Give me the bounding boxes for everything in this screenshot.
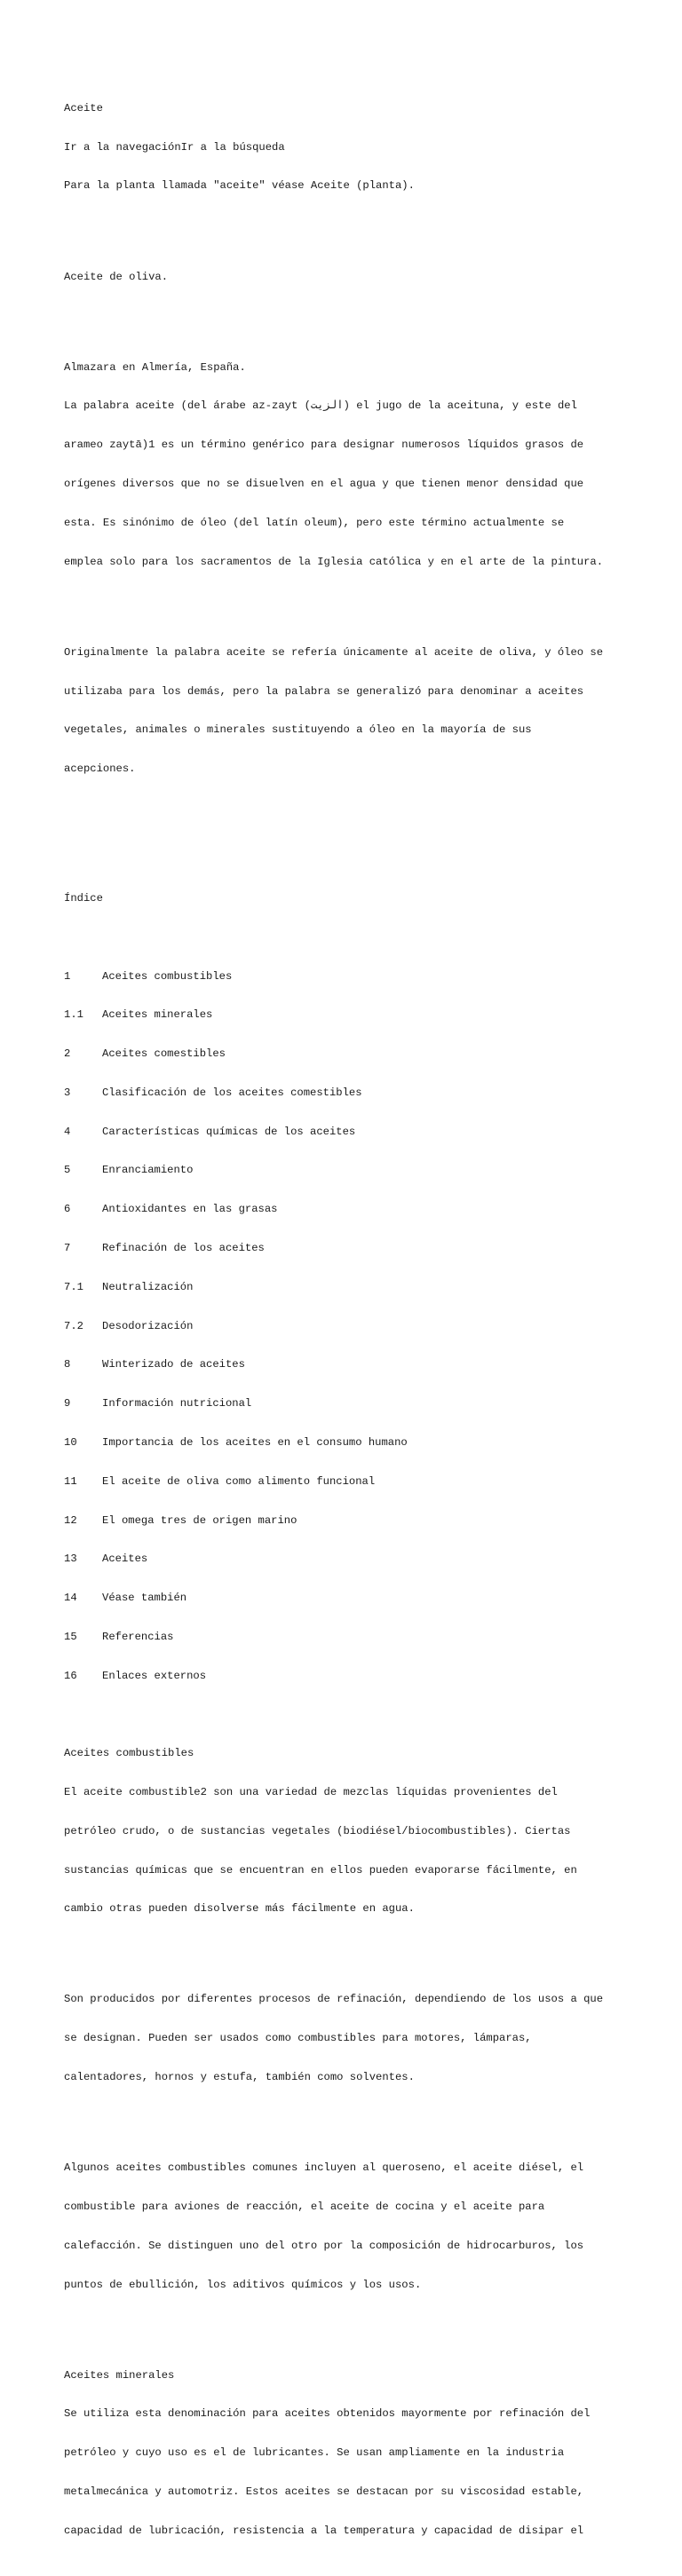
paragraph-line: combustible para aviones de reacción, el aceite de cocina y el aceite para — [64, 2200, 545, 2213]
toc-heading: Índice — [64, 892, 103, 905]
intro-line: orígenes diversos que no se disuelven en el agua y que tienen menor densidad que — [64, 478, 584, 490]
spacer — [64, 1941, 632, 1955]
toc-number: 9 — [64, 1397, 71, 1410]
image-caption: Almazara en Almería, España. — [64, 360, 246, 374]
navigation-links: Ir a la navegaciónIr a la búsqueda — [64, 140, 285, 154]
toc-number: 3 — [64, 1086, 71, 1099]
toc-number: 8 — [64, 1358, 71, 1371]
toc-number: 15 — [64, 1630, 77, 1643]
toc-number: 10 — [64, 1435, 77, 1449]
toc-number: 7.1 — [64, 1280, 83, 1293]
toc-item[interactable] — [64, 1592, 632, 1605]
toc-item[interactable] — [64, 1397, 632, 1410]
toc-item[interactable] — [64, 1203, 632, 1216]
toc-number: 11 — [64, 1474, 77, 1488]
spacer — [64, 218, 632, 232]
toc-number: 6 — [64, 1203, 71, 1216]
intro-line: La palabra aceite (del árabe az-zayt (الزيت) el jugo de la aceituna, y este del — [64, 399, 577, 413]
toc-item[interactable] — [64, 1281, 632, 1294]
table-of-contents — [64, 944, 632, 1708]
disambiguation-note: Para la planta llamada "aceite" véase Aceite (planta). — [64, 179, 415, 193]
toc-item[interactable] — [64, 1126, 632, 1139]
toc-label: Aceites — [102, 1553, 148, 1566]
paragraph-line: sustancias químicas que se encuentran en ellos pueden evaporarse fácilmente, en — [64, 1863, 577, 1877]
paragraph-line: Originalmente la palabra aceite se refería únicamente al aceite de oliva, y óleo se — [64, 645, 604, 659]
paragraph-line: calefacción. Se distinguen uno del otro por la composición de hidrocarburos, los — [64, 2239, 584, 2252]
intro-line: esta. Es sinónimo de óleo (del latín oleum), pero este término actualmente se — [64, 516, 565, 529]
paragraph-line: petróleo crudo, o de sustancias vegetales (biodiésel/biocombustibles). Ciertas — [64, 1824, 571, 1837]
toc-number: 1 — [64, 969, 71, 983]
paragraph-line: metalmecánica y automotriz. Estos aceites se destacan por su viscosidad estable, — [64, 2485, 584, 2499]
toc-label: Aceites comestibles — [102, 1047, 226, 1061]
toc-number: 1.1 — [64, 1008, 83, 1022]
paragraph-line: Son producidos por diferentes procesos de refinación, dependiendo de los usos a que — [64, 1993, 604, 2006]
toc-label: Véase también — [102, 1592, 187, 1605]
toc-label: Aceites combustibles — [102, 969, 233, 983]
toc-item[interactable] — [64, 1670, 632, 1683]
toc-label: Desodorización — [102, 1319, 194, 1332]
toc-number: 14 — [64, 1592, 77, 1605]
toc-number: 2 — [64, 1047, 71, 1061]
toc-label: Aceites minerales — [102, 1008, 213, 1022]
toc-label: El omega tres de origen marino — [102, 1513, 297, 1527]
section-heading: Aceites combustibles — [64, 1747, 194, 1760]
paragraph-line: cambio otras pueden disolverse más fácilmente en agua. — [64, 1902, 415, 1916]
toc-label: Información nutricional — [102, 1397, 252, 1410]
toc-label: Enlaces externos — [102, 1669, 207, 1682]
document-text — [64, 63, 632, 2576]
toc-item[interactable] — [64, 1475, 632, 1489]
toc-label: Winterizado de aceites — [102, 1358, 245, 1371]
toc-item[interactable] — [64, 1008, 632, 1022]
paragraph-line: El aceite combustible2 son una variedad de mezclas líquidas provenientes del — [64, 1785, 558, 1798]
toc-number: 7 — [64, 1242, 71, 1255]
paragraph-line: Se utiliza esta denominación para aceites obtenidos mayormente por refinación del — [64, 2407, 591, 2421]
toc-label: Características químicas de los aceites — [102, 1125, 356, 1138]
spacer — [64, 2110, 632, 2123]
paragraph-line: vegetales, animales o minerales sustituyendo a óleo en la mayoría de sus — [64, 723, 532, 737]
spacer — [64, 2317, 632, 2330]
paragraph-line: utilizaba para los demás, pero la palabra se generalizó para denominar a aceites — [64, 684, 584, 698]
toc-item[interactable] — [64, 1514, 632, 1528]
toc-label: El aceite de oliva como alimento funcional — [102, 1474, 376, 1488]
toc-item[interactable] — [64, 970, 632, 984]
toc-item[interactable] — [64, 1047, 632, 1061]
spacer — [64, 802, 632, 815]
section-heading: Aceites minerales — [64, 2368, 175, 2382]
intro-line: arameo zaytā)1 es un término genérico para designar numerosos líquidos grasos de — [64, 439, 584, 452]
intro-line: emplea solo para los sacramentos de la Iglesia católica y en el arte de la pintura. — [64, 555, 604, 568]
paragraph-line: puntos de ebullición, los aditivos químicos y los usos. — [64, 2278, 422, 2291]
toc-label: Antioxidantes en las grasas — [102, 1203, 278, 1216]
toc-item[interactable] — [64, 1631, 632, 1644]
toc-item[interactable] — [64, 1358, 632, 1371]
spacer — [64, 841, 632, 854]
toc-item[interactable] — [64, 1164, 632, 1177]
spacer — [64, 594, 632, 607]
toc-number: 16 — [64, 1669, 77, 1682]
toc-label: Enranciamiento — [102, 1164, 194, 1177]
toc-label: Clasificación de los aceites comestibles — [102, 1086, 362, 1099]
page-title: Aceite — [64, 101, 103, 115]
toc-label: Neutralización — [102, 1280, 194, 1293]
toc-label: Referencias — [102, 1630, 174, 1643]
toc-number: 12 — [64, 1513, 77, 1527]
paragraph-line: capacidad de lubricación, resistencia a la temperatura y capacidad de disipar el — [64, 2524, 584, 2537]
toc-item[interactable] — [64, 1436, 632, 1450]
toc-label: Refinación de los aceites — [102, 1242, 265, 1255]
toc-label: Importancia de los aceites en el consumo humano — [102, 1435, 408, 1449]
image-caption: Aceite de oliva. — [64, 270, 169, 283]
toc-item[interactable] — [64, 1087, 632, 1100]
paragraph-line: se designan. Pueden ser usados como combustibles para motores, lámparas, — [64, 2032, 532, 2045]
toc-item[interactable] — [64, 1553, 632, 1566]
toc-number: 7.2 — [64, 1319, 83, 1332]
toc-number: 13 — [64, 1553, 77, 1566]
toc-item[interactable] — [64, 1242, 632, 1255]
toc-item[interactable] — [64, 1320, 632, 1333]
paragraph-line: calentadores, hornos y estufa, también como solventes. — [64, 2071, 415, 2084]
spacer — [64, 309, 632, 322]
paragraph-line: petróleo y cuyo uso es el de lubricantes. Se usan ampliamente en la industria — [64, 2446, 565, 2460]
toc-number: 4 — [64, 1125, 71, 1138]
paragraph-line: acepciones. — [64, 763, 136, 776]
toc-number: 5 — [64, 1164, 71, 1177]
paragraph-line: Algunos aceites combustibles comunes incluyen al queroseno, el aceite diésel, el — [64, 2161, 584, 2175]
